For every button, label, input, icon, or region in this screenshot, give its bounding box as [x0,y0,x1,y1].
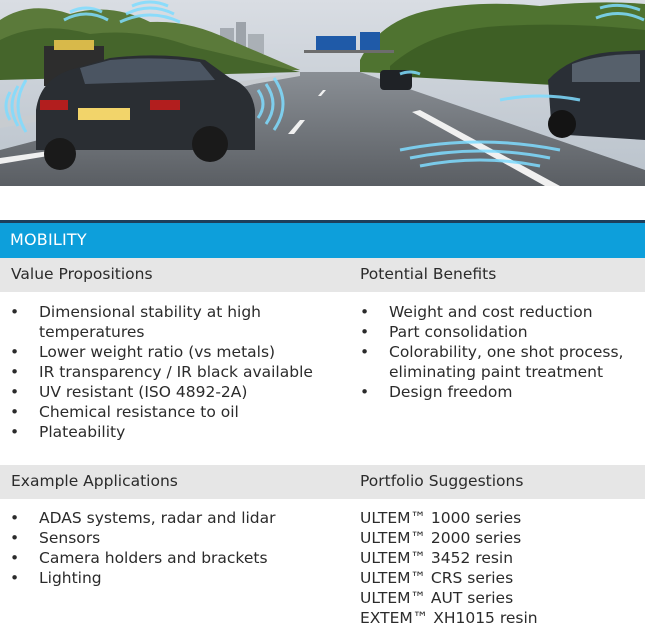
list-item: • Plateability [10,423,126,441]
list-item: • Chemical resistance to oil [10,403,239,421]
section1-header-band [0,258,645,292]
list-item: • Weight and cost reduction [360,303,593,321]
list-item: • Lighting [10,569,102,587]
list-item: • Sensors [10,529,101,547]
value-propositions-heading: Value Propositions [11,265,153,283]
list-item: • Lower weight ratio (vs metals) [10,343,276,361]
title-bar [0,220,645,258]
list-item: ULTEM™ 1000 series [360,509,522,527]
list-item: • Colorability, one shot process, eliminating paint treatment [360,343,624,381]
list-item: • Part consolidation [360,323,528,341]
list-item: ULTEM™ CRS series [360,569,514,587]
example-applications-list [10,508,345,588]
highway-sensor-photo-icon [0,0,645,186]
section2-header-band [0,465,645,499]
portfolio-suggestions-list [360,508,642,628]
list-item: • Dimensional stability at high temperatures [10,303,262,341]
page-title: MOBILITY [10,230,87,249]
list-item: • ADAS systems, radar and lidar [10,509,276,527]
example-applications-heading: Example Applications [11,472,178,490]
potential-benefits-list [360,302,642,402]
list-item: EXTEM™ XH1015 resin [360,609,538,627]
hero-image [0,0,645,186]
list-item: • IR transparency / IR black available [10,363,313,381]
value-propositions-list [10,302,345,442]
list-item: ULTEM™ 2000 series [360,529,522,547]
list-item: • UV resistant (ISO 4892-2A) [10,383,248,401]
list-item: • Design freedom [360,383,513,401]
list-item: ULTEM™ AUT series [360,589,514,607]
list-item: • Camera holders and brackets [10,549,268,567]
list-item: ULTEM™ 3452 resin [360,549,514,567]
portfolio-suggestions-heading: Portfolio Suggestions [360,472,524,490]
potential-benefits-heading: Potential Benefits [360,265,497,283]
